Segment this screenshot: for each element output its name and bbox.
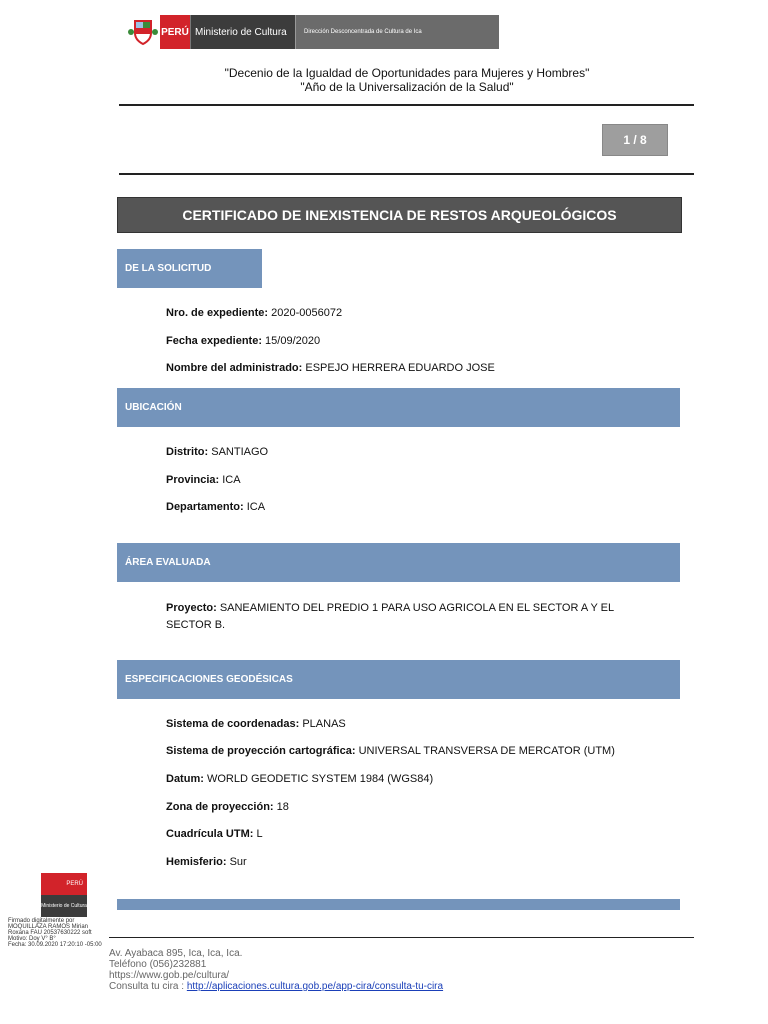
field-sistema-proyeccion [166, 743, 666, 760]
header-banner [126, 15, 499, 49]
departamento-value: ICA [246, 501, 266, 513]
fecha-value: 15/09/2020 [265, 335, 321, 347]
hemisferio-value: Sur [229, 856, 247, 868]
consulta-label: Consulta tu cira : [109, 981, 185, 992]
signature-line-5: Fecha: 30.09.2020 17:20:10 -05:00 [8, 942, 102, 948]
proyecto-label: Proyecto: [166, 602, 217, 614]
field-distrito [166, 444, 666, 461]
field-datum [166, 771, 666, 788]
fecha-label: Fecha expediente: [166, 335, 262, 347]
datum-label: Datum: [166, 773, 204, 785]
distrito-label: Distrito: [166, 446, 209, 458]
section-heading-solicitud: DE LA SOLICITUD [117, 249, 262, 288]
stamp-ministerio-label: Ministerio de Cultura [41, 895, 87, 917]
page-indicator: 1 / 8 [602, 124, 668, 156]
proyeccion-label: Sistema de proyección cartográfica: [166, 745, 356, 757]
peru-coat-of-arms-icon [126, 15, 160, 49]
expediente-value: 2020-0056072 [271, 307, 343, 319]
header-divider-lower [119, 173, 694, 175]
decenio-text [0, 66, 768, 94]
footer-divider [109, 937, 694, 938]
hemisferio-label: Hemisferio: [166, 856, 227, 868]
field-zona-proyeccion [166, 799, 666, 816]
field-hemisferio [166, 854, 666, 871]
footer-address: Av. Ayabaca 895, Ica, Ica, Ica. [109, 948, 243, 959]
nombre-value: ESPEJO HERRERA EDUARDO JOSE [305, 362, 495, 374]
footer-consulta [109, 981, 443, 992]
cuadricula-label: Cuadrícula UTM: [166, 828, 254, 840]
zona-label: Zona de proyección: [166, 801, 274, 813]
distrito-value: SANTIAGO [211, 446, 269, 458]
departamento-label: Departamento: [166, 501, 244, 513]
section-heading-area: ÁREA EVALUADA [117, 543, 680, 582]
field-fecha-expediente [166, 333, 666, 350]
field-proyecto [166, 600, 666, 617]
cuadricula-value: L [256, 828, 263, 840]
digital-signature [8, 918, 102, 948]
section-heading-next-partial [117, 899, 680, 910]
footer-phone: Teléfono (056)232881 [109, 959, 207, 970]
signature-line-3: Roxana FAU 20537630222 soft [8, 930, 92, 936]
decenio-line-2: "Año de la Universalización de la Salud" [300, 80, 514, 94]
nombre-label: Nombre del administrado: [166, 362, 303, 374]
section-heading-ubicacion: UBICACIÓN [117, 388, 680, 427]
signature-line-4: Motivo: Doy V° B° [8, 936, 56, 942]
field-expediente [166, 305, 666, 322]
section-heading-geodesicas: ESPECIFICACIONES GEODÉSICAS [117, 660, 680, 699]
coordenadas-label: Sistema de coordenadas: [166, 718, 300, 730]
expediente-label: Nro. de expediente: [166, 307, 269, 319]
direccion-label: Dirección Desconcentrada de Cultura de Ica [295, 15, 499, 49]
footer-website: https://www.gob.pe/cultura/ [109, 970, 230, 981]
field-provincia [166, 472, 666, 489]
proyecto-value-line-2: SECTOR B. [166, 619, 226, 631]
ministerio-label: Ministerio de Cultura [190, 15, 295, 49]
stamp-peru-label: PERÚ [41, 873, 87, 895]
coordenadas-value: PLANAS [302, 718, 346, 730]
decenio-line-1: "Decenio de la Igualdad de Oportunidades para Mujeres y Hombres" [224, 66, 590, 80]
provincia-value: ICA [222, 474, 241, 486]
field-sistema-coordenadas [166, 716, 666, 733]
proyecto-value-line-1: SANEAMIENTO DEL PREDIO 1 PARA USO AGRICOLA EN EL SECTOR A Y EL [219, 602, 615, 614]
field-proyecto-continued [166, 617, 666, 634]
field-cuadricula-utm [166, 826, 666, 843]
provincia-label: Provincia: [166, 474, 220, 486]
field-departamento [166, 499, 666, 516]
consulta-link[interactable]: http://aplicaciones.cultura.gob.pe/app-cira/consulta-tu-cira [186, 981, 444, 992]
peru-label: PERÚ [160, 15, 190, 49]
field-nombre-administrado [166, 360, 666, 377]
zona-value: 18 [276, 801, 289, 813]
footer [109, 948, 443, 992]
proyeccion-value: UNIVERSAL TRANSVERSA DE MERCATOR (UTM) [358, 745, 615, 757]
header-divider [119, 104, 694, 106]
datum-value: WORLD GEODETIC SYSTEM 1984 (WGS84) [206, 773, 434, 785]
document-title: CERTIFICADO DE INEXISTENCIA DE RESTOS ARQUEOLÓGICOS [117, 197, 682, 233]
ministerio-stamp-logo [41, 873, 87, 917]
signature-line-1: Firmado digitalmente por [8, 918, 75, 924]
signature-line-2: MOQUILLAZA RAMOS Mirian [8, 924, 89, 930]
